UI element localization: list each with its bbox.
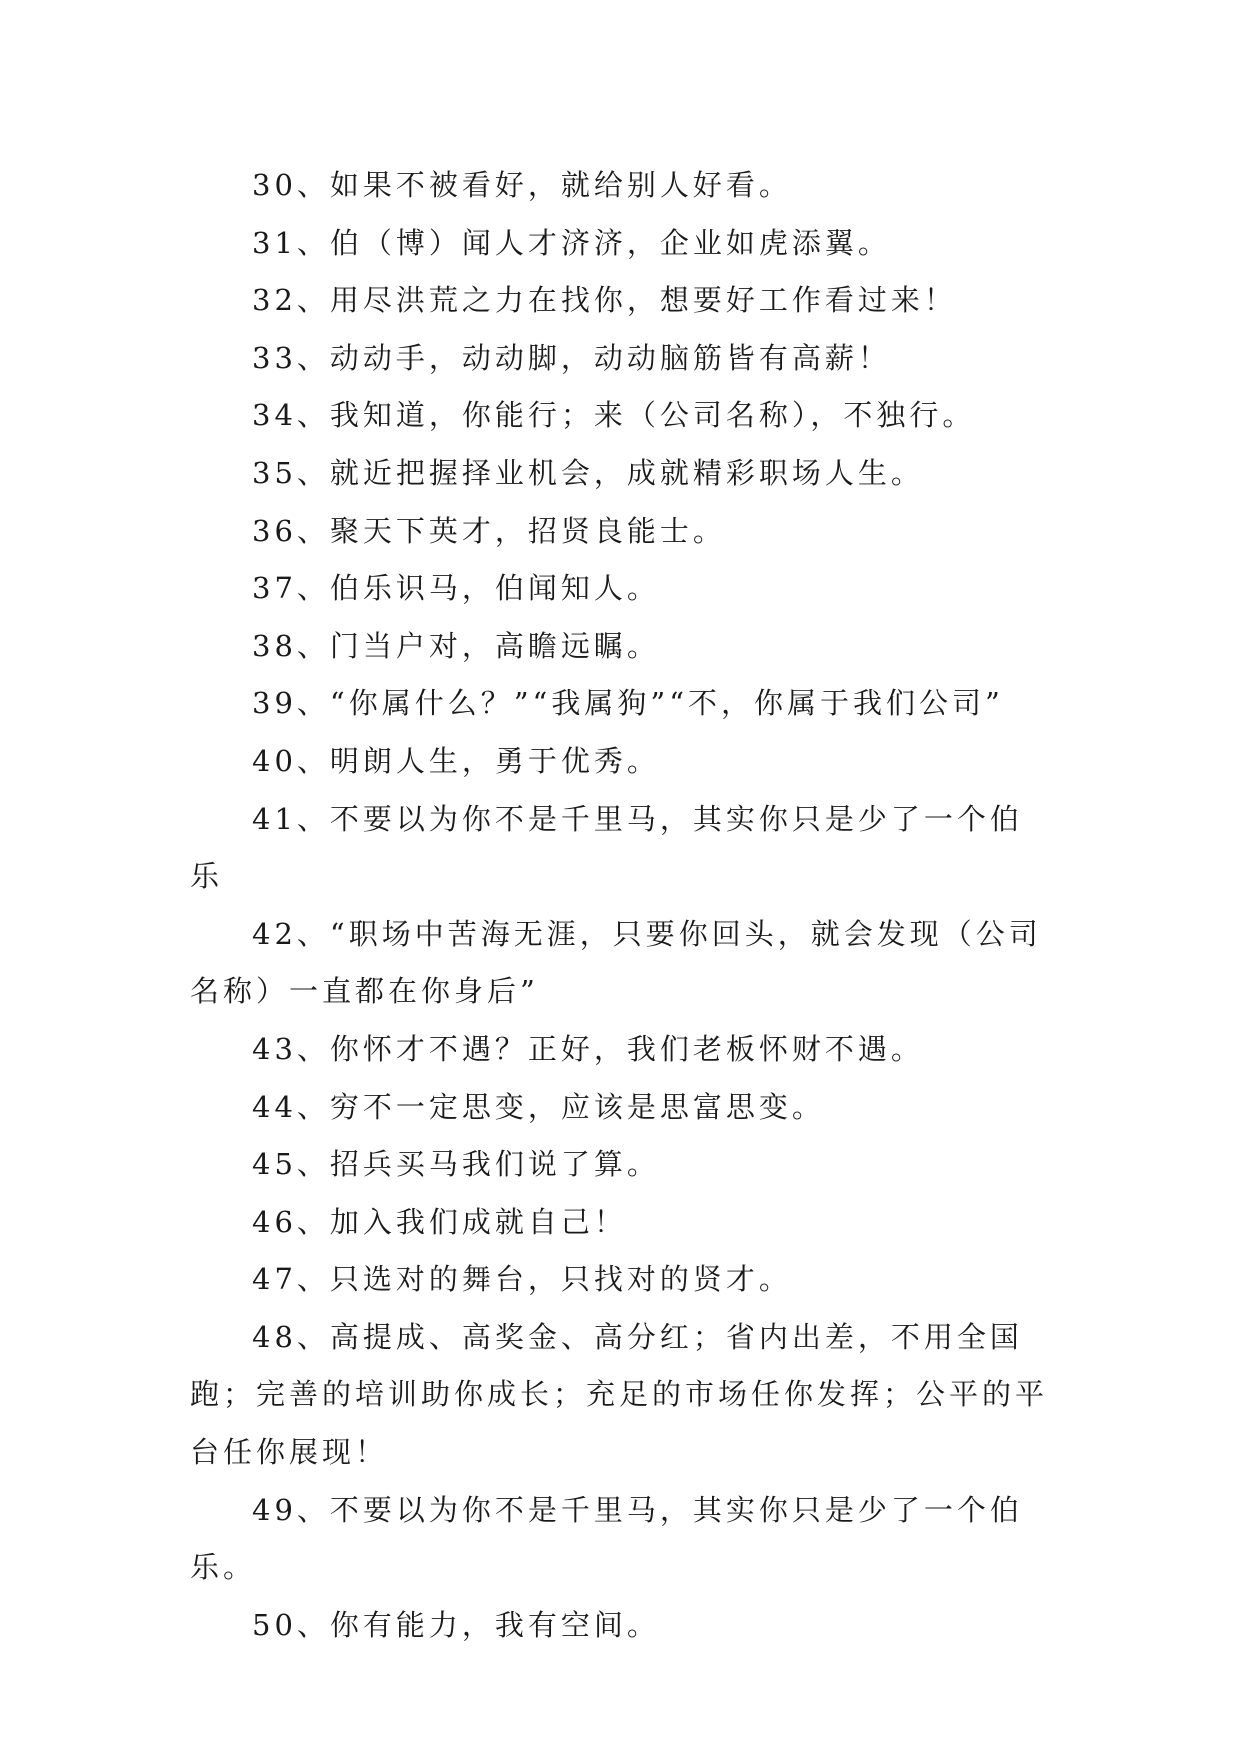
slogan-line-45: 45、招兵买马我们说了算。 [252, 1147, 660, 1182]
slogan-line-47: 47、只选对的舞台，只找对的贤才。 [252, 1262, 792, 1297]
slogan-line-30: 30、如果不被看好，就给别人好看。 [252, 168, 792, 202]
slogan-line-44: 44、穷不一定思变，应该是思富思变。 [252, 1089, 825, 1124]
slogan-line-40: 40、明朗人生，勇于优秀。 [252, 743, 660, 778]
slogan-line-31: 31、伯（博）闻人才济济，企业如虎添翼。 [252, 225, 891, 260]
slogan-line-41: 41、不要以为你不是千里马，其实你只是少了一个伯乐 [190, 801, 1023, 894]
slogan-line-37: 37、伯乐识马，伯闻知人。 [252, 571, 660, 606]
slogan-line-32: 32、用尽洪荒之力在找你，想要好工作看过来！ [252, 283, 957, 318]
slogan-line-35: 35、就近把握择业机会，成就精彩职场人生。 [252, 455, 924, 490]
slogan-line-46: 46、加入我们成就自己！ [252, 1204, 627, 1239]
slogan-line-36: 36、聚天下英才，招贤良能士。 [252, 513, 726, 548]
slogan-line-49: 49、不要以为你不是千里马，其实你只是少了一个伯乐。 [190, 1492, 1023, 1585]
slogan-line-43: 43、你怀才不遇？正好，我们老板怀财不遇。 [252, 1031, 924, 1066]
slogan-line-42: 42、“职场中苦海无涯，只要你回头，就会发现（公司名称）一直都在你身后” [190, 916, 1042, 1009]
slogan-line-50: 50、你有能力，我有空间。 [252, 1607, 660, 1642]
slogan-line-34: 34、我知道，你能行；来（公司名称），不独行。 [252, 398, 976, 433]
slogan-line-33: 33、动动手，动动脚，动动脑筋皆有高薪！ [252, 340, 891, 375]
document-body [190, 157, 1050, 1654]
slogan-line-39: 39、“你属什么？”“我属狗”“不，你属于我们公司” [252, 686, 1004, 721]
slogan-line-38: 38、门当户对，高瞻远瞩。 [252, 628, 660, 663]
slogan-line-48: 48、高提成、高奖金、高分红；省内出差，不用全国跑；完善的培训助你成长；充足的市场任你发挥；公平的平台任你展现！ [190, 1319, 1049, 1470]
